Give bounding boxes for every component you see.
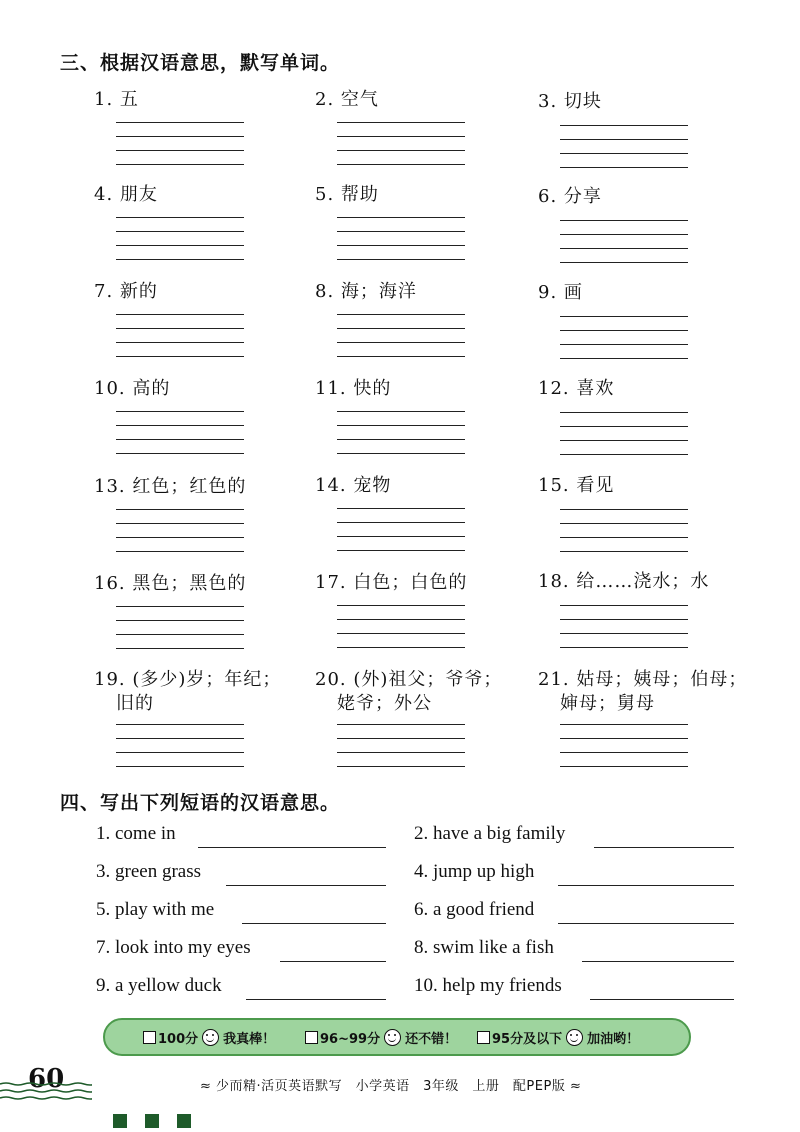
smile-face-icon [384, 1029, 401, 1046]
vocab-label: 16. 黑色；黑色的 [94, 573, 247, 594]
vocab-item [94, 377, 284, 401]
vocab-item [315, 474, 505, 498]
wave-decoration [0, 1082, 92, 1086]
vocab-item [538, 377, 728, 401]
phrase-item [414, 899, 734, 927]
vocab-label [94, 668, 284, 716]
score-comment: 还不错！ [405, 1032, 458, 1047]
phrase-item [96, 861, 386, 889]
vocab-label: 2. 空气 [315, 89, 379, 110]
answer-line[interactable] [594, 847, 734, 848]
vocab-item [538, 570, 728, 594]
answer-lines[interactable] [116, 509, 244, 552]
phrase-text: 7. look into my eyes [96, 937, 251, 958]
phrase-text: 6. a good friend [414, 899, 535, 920]
section-4-title: 四、写出下列短语的汉语意思。 [60, 792, 341, 814]
phrase-item [96, 899, 386, 927]
answer-line[interactable] [246, 999, 386, 1000]
answer-lines[interactable] [116, 724, 244, 767]
vocab-item [315, 88, 505, 112]
section-3-title: 三、根据汉语意思，默写单词。 [60, 52, 341, 74]
vocab-label-line1: 20. (外)祖父；爷爷； [315, 669, 503, 690]
phrase-item [96, 975, 386, 1003]
answer-line[interactable] [558, 923, 734, 924]
answer-line[interactable] [242, 923, 386, 924]
phrase-item [414, 975, 734, 1003]
answer-lines[interactable] [560, 316, 688, 359]
answer-line[interactable] [226, 885, 386, 886]
answer-lines[interactable] [560, 509, 688, 552]
phrase-text: 8. swim like a fish [414, 937, 554, 958]
vocab-label [315, 668, 505, 716]
vocab-item [315, 280, 505, 304]
vocab-label-line2: 姥爷；外公 [337, 693, 432, 714]
vocab-label: 6. 分享 [538, 186, 602, 207]
vocab-item [315, 183, 505, 207]
footer-book-info: ≈ 少而精·活页英语默写 小学英语 3年级 上册 配PEP版 ≈ [200, 1079, 582, 1094]
wave-decoration [0, 1089, 92, 1093]
answer-lines[interactable] [116, 606, 244, 649]
answer-lines[interactable] [560, 220, 688, 263]
score-comment: 加油哟！ [587, 1032, 640, 1047]
score-option-keep-going [477, 1028, 639, 1047]
phrase-text: 5. play with me [96, 899, 215, 920]
decorative-square [177, 1114, 191, 1128]
phrase-text: 4. jump up high [414, 861, 535, 882]
answer-lines[interactable] [337, 411, 465, 454]
vocab-label: 13. 红色；红色的 [94, 476, 247, 497]
vocab-label: 11. 快的 [315, 378, 392, 399]
vocab-item [94, 475, 284, 499]
vocab-label [538, 668, 748, 716]
answer-lines[interactable] [560, 125, 688, 168]
vocab-item [538, 281, 728, 305]
vocab-label: 12. 喜欢 [538, 378, 615, 399]
decorative-square [145, 1114, 159, 1128]
vocab-item [538, 474, 728, 498]
checkbox[interactable] [477, 1031, 490, 1044]
score-comment: 我真棒！ [223, 1032, 276, 1047]
answer-lines[interactable] [116, 411, 244, 454]
answer-line[interactable] [590, 999, 734, 1000]
answer-lines[interactable] [337, 314, 465, 357]
answer-line[interactable] [582, 961, 734, 962]
vocab-label: 5. 帮助 [315, 184, 379, 205]
vocab-label: 7. 新的 [94, 281, 158, 302]
vocab-item [94, 668, 284, 716]
checkbox[interactable] [143, 1031, 156, 1044]
vocab-item [315, 377, 505, 401]
vocab-label-line1: 19. (多少)岁；年纪； [94, 669, 282, 690]
answer-lines[interactable] [337, 724, 465, 767]
answer-lines[interactable] [560, 605, 688, 648]
vocab-label: 9. 画 [538, 282, 583, 303]
answer-line[interactable] [280, 961, 386, 962]
vocab-item [94, 280, 284, 304]
vocab-label-line2: 旧的 [116, 693, 154, 714]
phrase-item [96, 937, 386, 965]
answer-lines[interactable] [116, 314, 244, 357]
vocab-label: 1. 五 [94, 89, 139, 110]
vocab-label-line2: 婶母；舅母 [560, 693, 655, 714]
phrase-item [414, 823, 734, 851]
vocab-label: 15. 看见 [538, 475, 615, 496]
phrase-item [96, 823, 386, 851]
cheer-face-icon [566, 1029, 583, 1046]
phrase-text: 3. green grass [96, 861, 201, 882]
answer-lines[interactable] [337, 605, 465, 648]
vocab-label: 14. 宠物 [315, 475, 392, 496]
vocab-item [538, 668, 748, 716]
phrase-text: 2. have a big family [414, 823, 566, 844]
decorative-square [113, 1114, 127, 1128]
vocab-item [538, 90, 728, 114]
vocab-label: 10. 高的 [94, 378, 171, 399]
vocab-item [94, 572, 284, 596]
vocab-label: 8. 海；海洋 [315, 281, 417, 302]
vocab-item [315, 571, 505, 595]
happy-face-icon [202, 1029, 219, 1046]
score-range: 100分 [158, 1032, 199, 1047]
wave-decoration [0, 1096, 92, 1100]
vocab-item [538, 185, 728, 209]
vocab-item [315, 668, 505, 716]
vocab-item [94, 183, 284, 207]
answer-lines[interactable] [560, 724, 688, 767]
vocab-label: 18. 给……浇水；水 [538, 571, 710, 592]
vocab-label: 3. 切块 [538, 91, 602, 112]
answer-lines[interactable] [116, 217, 244, 260]
vocab-item [94, 88, 284, 112]
phrase-text: 1. come in [96, 823, 176, 844]
score-option-excellent [143, 1028, 275, 1047]
phrase-text: 10. help my friends [414, 975, 562, 996]
answer-lines[interactable] [560, 412, 688, 455]
score-banner [103, 1018, 691, 1056]
answer-line[interactable] [558, 885, 734, 886]
answer-lines[interactable] [337, 122, 465, 165]
vocab-label: 4. 朋友 [94, 184, 158, 205]
answer-lines[interactable] [337, 217, 465, 260]
answer-line[interactable] [198, 847, 386, 848]
vocab-label-line1: 21. 姑母；姨母；伯母； [538, 669, 748, 690]
page-number: 60 [28, 1064, 65, 1094]
answer-lines[interactable] [116, 122, 244, 165]
score-range: 96~99分 [320, 1032, 381, 1047]
score-option-good [305, 1028, 457, 1047]
vocab-label: 17. 白色；白色的 [315, 572, 468, 593]
phrase-text: 9. a yellow duck [96, 975, 222, 996]
phrase-item [414, 937, 734, 965]
score-range: 95分及以下 [492, 1032, 563, 1047]
answer-lines[interactable] [337, 508, 465, 551]
checkbox[interactable] [305, 1031, 318, 1044]
phrase-item [414, 861, 734, 889]
